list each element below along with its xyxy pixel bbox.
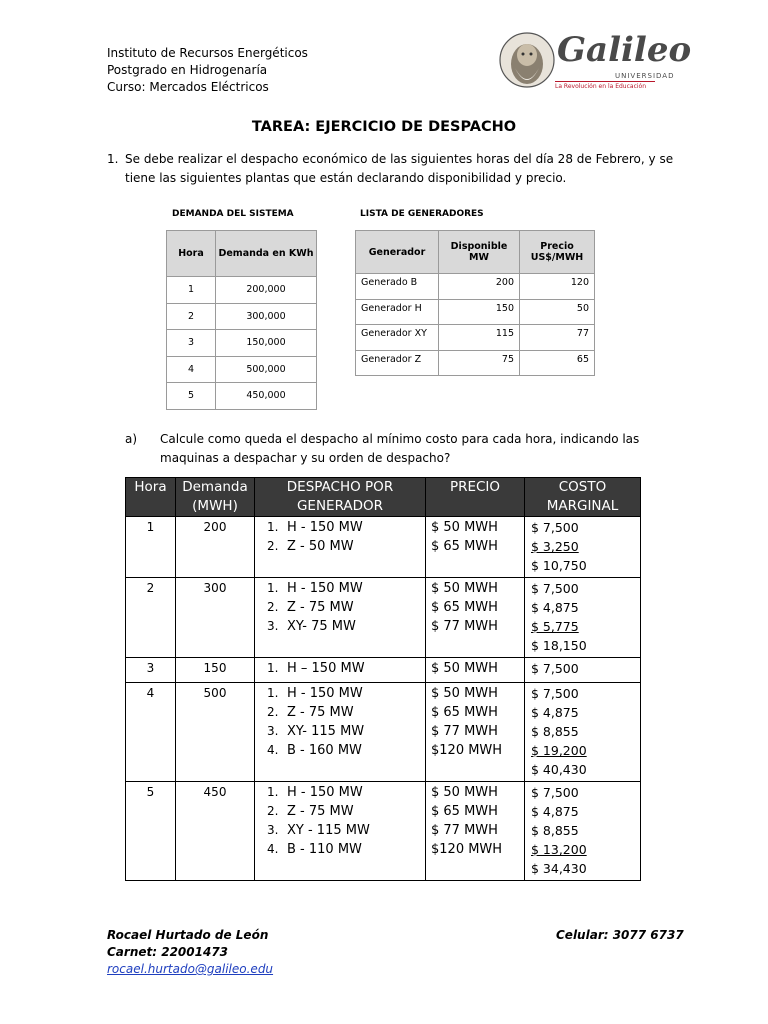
cost-total-value: $ 34,430 <box>531 861 587 876</box>
generator-dispatch-text: XY- 75 MW <box>287 619 356 634</box>
cost-subtotal-value: $ 3,250 <box>531 539 579 554</box>
dispatch-cell-generators <box>255 683 426 782</box>
cost-value: $ 4,875 <box>531 804 579 819</box>
dispatch-cell-cost <box>525 683 641 782</box>
author-phone: Celular: 3077 6737 <box>556 928 684 942</box>
institute-name: Instituto de Recursos Energéticos <box>107 46 308 60</box>
cost-value: $ 7,500 <box>531 785 579 800</box>
price-value: $ 65 MWH <box>431 705 498 720</box>
logo-rule <box>555 81 655 82</box>
author-name: Rocael Hurtado de León <box>107 928 269 942</box>
demand-cell-hora: 1 <box>167 277 216 304</box>
price-value: $ 77 MWH <box>431 619 498 634</box>
generator-dispatch-item <box>267 617 425 636</box>
generator-dispatch-text: H - 150 MW <box>287 581 363 596</box>
demand-cell-value: 150,000 <box>216 330 317 357</box>
cost-total-value: $ 18,150 <box>531 638 587 653</box>
author-email-link[interactable]: rocael.hurtado@galileo.edu <box>107 962 274 976</box>
generator-dispatch-item <box>267 741 425 760</box>
dispatch-cell-cost <box>525 658 641 683</box>
generator-header-name: Generador <box>356 231 439 274</box>
page-title: TAREA: EJERCICIO DE DESPACHO <box>251 119 517 135</box>
dispatch-cell-price <box>426 782 525 881</box>
dispatch-cell-price <box>426 658 525 683</box>
dispatch-table <box>125 477 641 881</box>
dispatch-cell-generators <box>255 578 426 658</box>
dispatch-cell-generators <box>255 517 426 578</box>
dispatch-cell-cost <box>525 578 641 658</box>
demand-row <box>167 330 317 357</box>
cost-subtotal-value: $ 13,200 <box>531 842 587 857</box>
demand-cell-hora: 3 <box>167 330 216 357</box>
generator-dispatch-order: 1. <box>267 785 279 799</box>
generator-cell-price: 120 <box>520 274 595 300</box>
cost-total-value: $ 40,430 <box>531 762 587 777</box>
price-value: $ 50 MWH <box>431 686 498 701</box>
demand-cell-hora: 5 <box>167 383 216 410</box>
demand-cell-value: 200,000 <box>216 277 317 304</box>
cost-value: $ 7,500 <box>531 520 579 535</box>
dispatch-cell-hora: 3 <box>126 658 176 683</box>
generator-dispatch-order: 4. <box>267 743 279 757</box>
dispatch-row <box>126 782 641 881</box>
price-value: $ 65 MWH <box>431 600 498 615</box>
dispatch-cell-price <box>426 578 525 658</box>
dispatch-cell-demanda: 300 <box>176 578 255 658</box>
generator-cell-name: Generador Z <box>356 350 439 376</box>
cost-value: $ 4,875 <box>531 705 579 720</box>
demand-table <box>166 230 317 410</box>
generator-row <box>356 299 595 325</box>
dispatch-cell-demanda: 500 <box>176 683 255 782</box>
cost-total-value: $ 10,750 <box>531 558 587 573</box>
question-text: Se debe realizar el despacho económico de las siguientes horas del día 28 de Febrero, y se tiene las siguientes plantas que están declarando disponibilidad y precio. <box>125 152 674 185</box>
price-value: $ 50 MWH <box>431 581 498 596</box>
generator-dispatch-text: Z - 50 MW <box>287 539 354 554</box>
generator-dispatch-order: 2. <box>267 804 279 818</box>
dispatch-cell-demanda: 200 <box>176 517 255 578</box>
generator-cell-name: Generador H <box>356 299 439 325</box>
dispatch-cell-demanda: 150 <box>176 658 255 683</box>
generator-dispatch-item <box>267 518 425 537</box>
generator-dispatch-text: XY - 115 MW <box>287 823 370 838</box>
demand-header-demanda: Demanda en KWh <box>216 231 317 277</box>
generator-dispatch-text: H - 150 MW <box>287 520 363 535</box>
generator-dispatch-text: Z - 75 MW <box>287 705 354 720</box>
generator-dispatch-order: 3. <box>267 619 279 633</box>
generator-dispatch-order: 1. <box>267 581 279 595</box>
cost-subtotal-value: $ 5,775 <box>531 619 579 634</box>
dispatch-cell-hora: 1 <box>126 517 176 578</box>
dispatch-cell-hora: 4 <box>126 683 176 782</box>
generator-dispatch-item <box>267 659 425 678</box>
logo-subtitle: UNIVERSIDAD <box>615 72 675 80</box>
generator-dispatch-item <box>267 684 425 703</box>
generator-dispatch-item <box>267 579 425 598</box>
generator-header-price: Precio US$/MWH <box>520 231 595 274</box>
dispatch-header-despacho: DESPACHO POR GENERADOR <box>255 478 426 517</box>
demand-cell-value: 300,000 <box>216 303 317 330</box>
author-carnet: Carnet: 22001473 <box>107 945 229 959</box>
dispatch-cell-hora: 2 <box>126 578 176 658</box>
generator-dispatch-order: 1. <box>267 520 279 534</box>
cost-subtotal-value: $ 19,200 <box>531 743 587 758</box>
demand-table-title: DEMANDA DEL SISTEMA <box>172 209 294 219</box>
generator-dispatch-order: 4. <box>267 842 279 856</box>
demand-cell-hora: 2 <box>167 303 216 330</box>
generator-dispatch-item <box>267 703 425 722</box>
generator-dispatch-order: 2. <box>267 600 279 614</box>
price-value: $ 50 MWH <box>431 661 498 676</box>
price-value: $120 MWH <box>431 842 503 857</box>
demand-row <box>167 356 317 383</box>
generator-dispatch-item <box>267 821 425 840</box>
price-value: $ 50 MWH <box>431 520 498 535</box>
dispatch-header-precio: PRECIO <box>426 478 525 517</box>
price-value: $ 65 MWH <box>431 804 498 819</box>
price-value: $ 77 MWH <box>431 724 498 739</box>
generator-cell-available: 115 <box>439 325 520 351</box>
generator-dispatch-item <box>267 840 425 859</box>
demand-cell-value: 450,000 <box>216 383 317 410</box>
dispatch-cell-price <box>426 517 525 578</box>
generator-dispatch-text: H - 150 MW <box>287 686 363 701</box>
generator-cell-price: 77 <box>520 325 595 351</box>
question-a-label: a) <box>125 432 138 446</box>
generator-dispatch-order: 3. <box>267 724 279 738</box>
generator-dispatch-order: 1. <box>267 661 279 675</box>
generator-dispatch-item <box>267 722 425 741</box>
cost-value: $ 4,875 <box>531 600 579 615</box>
generator-dispatch-text: Z - 75 MW <box>287 804 354 819</box>
generator-cell-available: 75 <box>439 350 520 376</box>
demand-cell-value: 500,000 <box>216 356 317 383</box>
generator-cell-name: Generado B <box>356 274 439 300</box>
demand-row <box>167 303 317 330</box>
dispatch-cell-price <box>426 683 525 782</box>
dispatch-row <box>126 683 641 782</box>
cost-value: $ 7,500 <box>531 686 579 701</box>
price-value: $ 50 MWH <box>431 785 498 800</box>
cost-value: $ 7,500 <box>531 661 579 676</box>
dispatch-cell-cost <box>525 782 641 881</box>
demand-row <box>167 277 317 304</box>
generator-dispatch-order: 2. <box>267 539 279 553</box>
price-value: $ 77 MWH <box>431 823 498 838</box>
dispatch-cell-generators <box>255 658 426 683</box>
generator-dispatch-text: H – 150 MW <box>287 661 365 676</box>
price-value: $ 65 MWH <box>431 539 498 554</box>
generator-cell-price: 50 <box>520 299 595 325</box>
generator-dispatch-item <box>267 537 425 556</box>
demand-cell-hora: 4 <box>167 356 216 383</box>
generator-dispatch-order: 3. <box>267 823 279 837</box>
generator-row <box>356 274 595 300</box>
generator-dispatch-item <box>267 802 425 821</box>
question-number: 1. <box>107 152 119 166</box>
generator-dispatch-text: XY- 115 MW <box>287 724 365 739</box>
generator-row <box>356 350 595 376</box>
generator-dispatch-item <box>267 783 425 802</box>
demand-header-hora: Hora <box>167 231 216 277</box>
galileo-logo <box>497 28 692 96</box>
price-value: $120 MWH <box>431 743 503 758</box>
generator-row <box>356 325 595 351</box>
dispatch-cell-hora: 5 <box>126 782 176 881</box>
logo-tagline: La Revolución en la Educación <box>555 83 647 90</box>
cost-value: $ 8,855 <box>531 724 579 739</box>
dispatch-row <box>126 517 641 578</box>
dispatch-cell-generators <box>255 782 426 881</box>
logo-name: Galileo <box>557 30 692 70</box>
generator-table <box>355 230 595 376</box>
dispatch-cell-demanda: 450 <box>176 782 255 881</box>
generator-dispatch-order: 2. <box>267 705 279 719</box>
generator-dispatch-text: B - 160 MW <box>287 743 362 758</box>
dispatch-header-demanda: Demanda (MWH) <box>176 478 255 517</box>
generator-dispatch-text: Z - 75 MW <box>287 600 354 615</box>
generator-dispatch-order: 1. <box>267 686 279 700</box>
program-name: Postgrado en Hidrogenaría <box>107 63 268 77</box>
generator-cell-available: 200 <box>439 274 520 300</box>
generator-cell-name: Generador XY <box>356 325 439 351</box>
generator-cell-available: 150 <box>439 299 520 325</box>
dispatch-cell-cost <box>525 517 641 578</box>
question-a-text: Calcule como queda el despacho al mínimo costo para cada hora, indicando las maquinas a despachar y su orden de despacho? <box>160 432 640 465</box>
generator-header-available: Disponible MW <box>439 231 520 274</box>
generator-cell-price: 65 <box>520 350 595 376</box>
dispatch-header-hora: Hora <box>126 478 176 517</box>
generator-dispatch-item <box>267 598 425 617</box>
dispatch-row <box>126 578 641 658</box>
generator-table-title: LISTA DE GENERADORES <box>360 209 484 219</box>
generator-dispatch-text: B - 110 MW <box>287 842 362 857</box>
generator-dispatch-text: H - 150 MW <box>287 785 363 800</box>
cost-value: $ 8,855 <box>531 823 579 838</box>
dispatch-row <box>126 658 641 683</box>
cost-value: $ 7,500 <box>531 581 579 596</box>
demand-row <box>167 383 317 410</box>
course-name: Curso: Mercados Eléctricos <box>107 80 269 94</box>
dispatch-header-costo: COSTO MARGINAL <box>525 478 641 517</box>
